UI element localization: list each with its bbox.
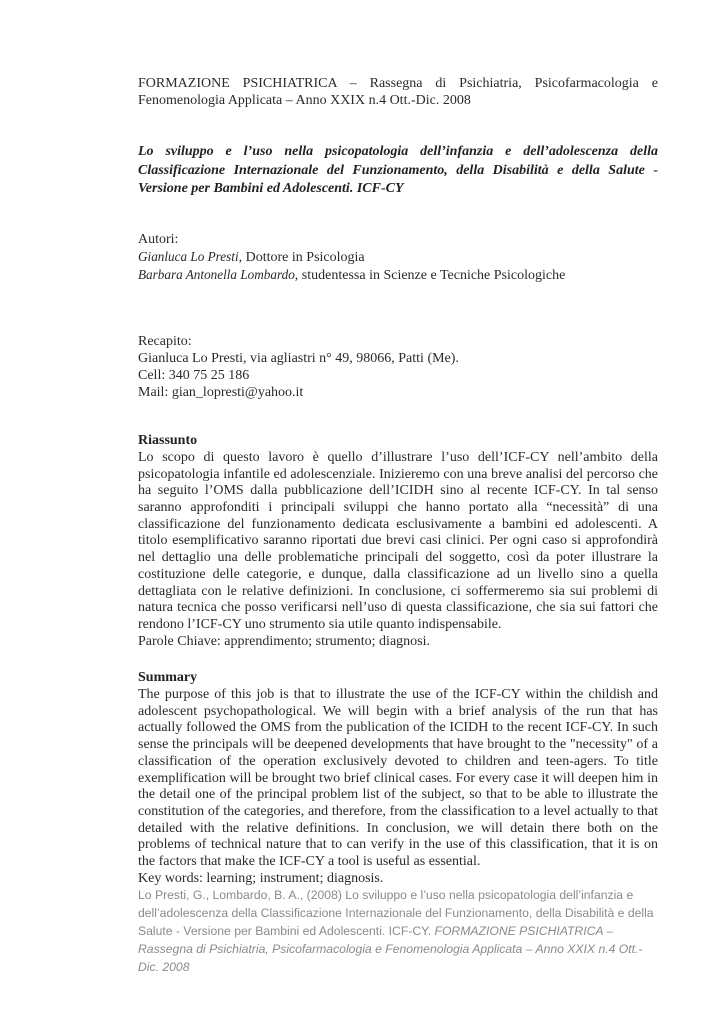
abstract-text: Lo scopo di questo lavoro è quello d’illustrare l’uso dell’ICF-CY nell’ambito della psicopatologia infantile ed adolescenziale. Inizieremo con una breve analisi del percorso che ha seguito l’OMS dalla pubblicazione dell’ICIDH sino al recente ICF-CY. In tal senso saranno approfonditi i principali sviluppi che hanno portato alla “necessità” di una classificazione del funzionamento dedicata esclusivamente a bambini ed adolescenti. A titolo esemplificativo saranno riportati due brevi casi clinici. Per ogni caso si approfondirà nel dettaglio una delle problematiche principali del soggetto, così da poter illustrare la costituzione delle categorie, e dunque, dalla classificazione ad un livello sino a quella dettagliata con le relative definizioni. In conclusione, ci soffermeremo sia sui problemi di natura tecnica che posso verificarsi nell’uso di questa classificazione, che sia sui fattori che rendono l’ICF-CY uno strumento sia utile quanto indispensabile. (138, 449, 658, 632)
abstract-section (138, 433, 658, 650)
authors-block (138, 232, 658, 284)
citation-journal: FORMAZIONE PSICHIATRICA – Rassegna di Psichiatria, Psicofarmacologia e Fenomenologia Applicata – Anno XXIX n.4 Ott.-Dic. 2008 (138, 924, 643, 974)
contact-address: Gianluca Lo Presti, via agliastri n° 49, 98066, Patti (Me). (138, 351, 459, 367)
abstract-keywords: Parole Chiave: apprendimento; strumento; diagnosi. (138, 633, 430, 649)
contact-block (138, 334, 658, 401)
author-line (138, 267, 658, 285)
summary-section (138, 670, 658, 887)
contact-label: Recapito: (138, 334, 192, 350)
authors-label: Autori: (138, 232, 179, 248)
citation-text: Lo Presti, G., Lombardo, B. A., (2008) Lo sviluppo e l’uso nella psicopatologia dell’infanzia e dell’adolescenza della Classificazione Internazionale del Funzionamento, della Disabilità e della Salute - Versione per Bambini ed Adolescenti. ICF-CY. (138, 888, 654, 938)
summary-keywords: Key words: learning; instrument; diagnosis. (138, 870, 384, 886)
paper-title: Lo sviluppo e l’uso nella psicopatologia dell’infanzia e dell’adolescenza della Classificazione Internazionale del Funzionamento, della Disabilità e della Salute - Versione per Bambini ed Adolescenti. ICF-CY (138, 144, 658, 196)
citation-footer (138, 886, 658, 976)
journal-header-line1: FORMAZIONE PSICHIATRICA – Rassegna di Psichiatria, Psicofarmacologia e (138, 76, 658, 91)
author-name: Barbara Antonella Lombardo (138, 266, 295, 282)
abstract-heading: Riassunto (138, 433, 198, 449)
document-body (138, 76, 658, 888)
contact-cell: Cell: 340 75 25 186 (138, 367, 250, 383)
author-role: , studentessa in Scienze e Tecniche Psicologiche (294, 267, 566, 283)
journal-header (138, 76, 658, 109)
author-role: , Dottore in Psicologia (238, 250, 365, 265)
author-line (138, 249, 658, 267)
summary-text: The purpose of this job is that to illustrate the use of the ICF-CY within the childish and adolescent psychopathological. We will begin with a brief analysis of the run that has actually followed the OMS from the publication of the ICIDH to the recent ICF-CY. In such sense the principals will be deepened developments that have brought to the "necessity" of a classification of the operation exclusively devoted to children and teen-agers. To title exemplification will be brought two brief clinical cases. For every case it will deepen him in the detail one of the principal problem list of the subject, so that to be able to illustrate the constitution of the categories, and therefore, from the classification to a level actually to that detailed with the relative definitions. In conclusion, we will detain there both on the problems of technical nature that to can verify in the use of this classification, that it is on the factors that make the ICF-CY a tool is useful as essential. (138, 687, 658, 870)
author-name: Gianluca Lo Presti (138, 249, 239, 264)
summary-heading: Summary (138, 670, 198, 686)
contact-mail: Mail: gian_lopresti@yahoo.it (138, 384, 304, 400)
journal-header-line2: Fenomenologia Applicata – Anno XXIX n.4 Ott.-Dic. 2008 (138, 92, 471, 108)
